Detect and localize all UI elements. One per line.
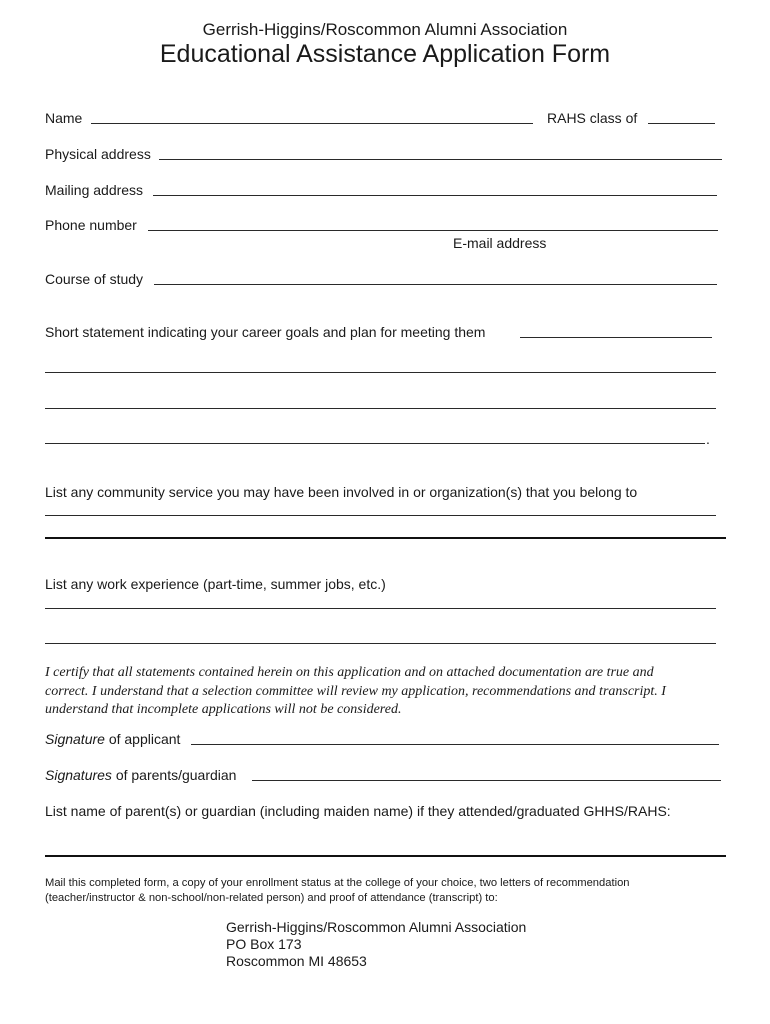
- work-experience-question: List any work experience (part-time, summer jobs, etc.): [45, 576, 386, 592]
- community-service-line[interactable]: [45, 537, 726, 539]
- course-of-study-field[interactable]: [154, 284, 717, 285]
- certification-line: I certify that all statements contained herein on this application and on attached documentation are true and: [45, 665, 654, 680]
- career-goals-line[interactable]: [45, 408, 716, 409]
- phone-number-label: Phone number: [45, 217, 137, 233]
- community-service-question: List any community service you may have been involved in or organization(s) that you belong to: [45, 484, 638, 500]
- phone-number-field[interactable]: [148, 230, 718, 231]
- work-experience-line[interactable]: [45, 608, 716, 609]
- address-city: Roscommon MI 48653: [226, 953, 367, 969]
- certification-line: understand that incomplete applications will not be considered.: [45, 702, 402, 717]
- class-year-field[interactable]: [648, 123, 715, 124]
- mailing-address-block: [226, 919, 526, 970]
- form-title: Educational Assistance Application Form: [159, 40, 611, 68]
- physical-address-field[interactable]: [159, 159, 722, 160]
- work-experience-line[interactable]: [45, 643, 716, 644]
- signature-italic: Signature: [45, 731, 105, 747]
- career-goals-field[interactable]: [520, 337, 712, 338]
- certification-statement: [45, 664, 666, 720]
- address-po-box: PO Box 173: [226, 936, 302, 952]
- applicant-signature-field[interactable]: [191, 744, 719, 745]
- parent-alumni-question: List name of parent(s) or guardian (including maiden name) if they attended/graduated GHHS/RAHS:: [45, 803, 671, 819]
- applicant-signature-label: [45, 731, 180, 747]
- name-label: Name: [45, 110, 83, 126]
- line-end-period: .: [706, 431, 710, 447]
- mailing-address-label: Mailing address: [45, 182, 144, 198]
- physical-address-label: Physical address: [45, 146, 151, 162]
- email-label: E-mail address: [453, 235, 547, 251]
- course-of-study-label: Course of study: [45, 271, 144, 287]
- mail-instructions-line: Mail this completed form, a copy of your enrollment status at the college of your choice, two letters of recommendation: [45, 877, 630, 889]
- certification-line: correct. I understand that a selection committee will review my application, recommendations and transcript. I: [45, 683, 666, 699]
- career-goals-line[interactable]: [45, 443, 705, 444]
- organization-name: Gerrish-Higgins/Roscommon Alumni Association: [202, 20, 568, 39]
- parent-signature-field[interactable]: [252, 780, 721, 781]
- address-organization: Gerrish-Higgins/Roscommon Alumni Association: [226, 919, 527, 935]
- parent-alumni-line[interactable]: [45, 855, 726, 857]
- parent-signature-label: [45, 767, 236, 783]
- career-goals-question: Short statement indicating your career goals and plan for meeting them: [45, 324, 486, 340]
- mailing-address-field[interactable]: [153, 195, 717, 196]
- mail-instructions: [45, 876, 630, 906]
- class-label: RAHS class of: [547, 110, 638, 126]
- community-service-line[interactable]: [45, 515, 716, 516]
- career-goals-line[interactable]: [45, 372, 716, 373]
- signatures-italic: Signatures: [45, 767, 112, 783]
- signature-label-rest: of applicant: [104, 731, 181, 747]
- signatures-label-rest: of parents/guardian: [111, 767, 237, 783]
- name-field[interactable]: [91, 123, 533, 124]
- mail-instructions-line: (teacher/instructor & non-school/non-related person) and proof of attendance (transcript) to:: [45, 892, 498, 904]
